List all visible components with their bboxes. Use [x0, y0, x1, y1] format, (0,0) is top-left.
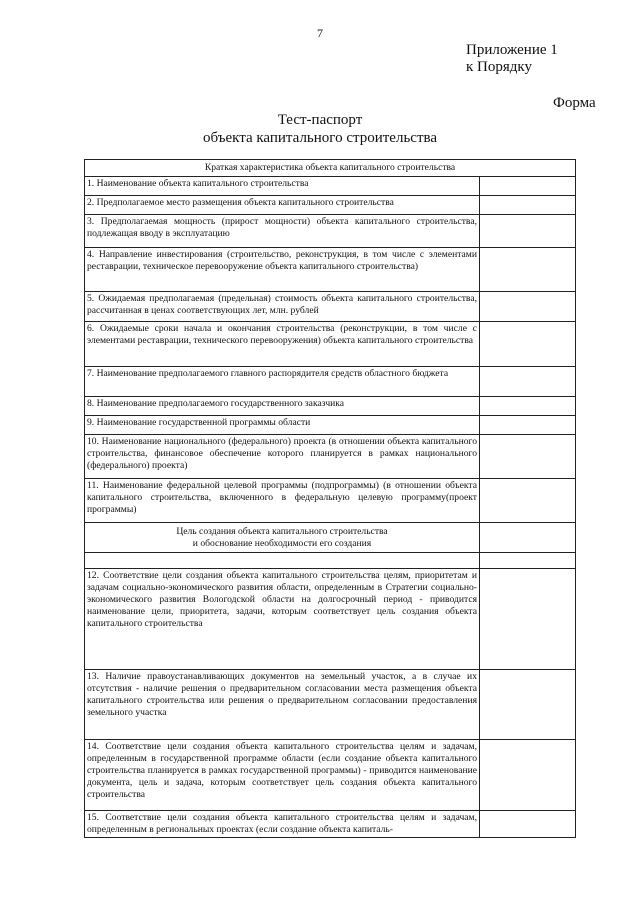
page-number: 7: [317, 26, 323, 40]
row-11-label: 11. Наименование федеральной целевой программы (подпрограммы) (в отношении объекта капитального строительства, включенного в федеральную целевую программу(проект программы): [85, 479, 480, 523]
appendix-line1: Приложение 1: [466, 42, 558, 58]
section2-header-value: [480, 523, 576, 553]
test-passport-table: [84, 159, 576, 838]
row-5-label: 5. Ожидаемая предполагаемая (предельная) стоимость объекта капитального строительства, рассчитанная в ценах соответствующих лет, млн. рублей: [85, 292, 480, 322]
section1-header: Краткая характеристика объекта капитального строительства: [85, 160, 576, 177]
document-title: [180, 111, 460, 147]
row-5-value[interactable]: [480, 292, 576, 322]
row-2-label: 2. Предполагаемое место размещения объекта капитального строительства: [85, 196, 480, 215]
section2-header-line1: Цель создания объекта капитального строительства: [176, 525, 388, 537]
row-8-value[interactable]: [480, 397, 576, 416]
section2-header-line2: и обоснование необходимости его создания: [192, 537, 372, 549]
row-6-value[interactable]: [480, 322, 576, 367]
section2-spacer-value: [480, 553, 576, 569]
row-14-value[interactable]: [480, 740, 576, 811]
row-1-value[interactable]: [480, 177, 576, 196]
row-13-value[interactable]: [480, 670, 576, 740]
appendix-line2: к Порядку: [466, 59, 532, 75]
row-12-value[interactable]: [480, 569, 576, 670]
row-15-label: 15. Соответствие цели создания объекта капитального строительства целям и задачам, определенным в региональных проектах (если создание объекта капиталь-: [85, 811, 480, 838]
row-7-value[interactable]: [480, 367, 576, 397]
row-10-value[interactable]: [480, 435, 576, 479]
row-1-label: 1. Наименование объекта капитального строительства: [85, 177, 480, 196]
row-9-value[interactable]: [480, 416, 576, 435]
title-line2: объекта капитального строительства: [202, 130, 438, 146]
row-15-value[interactable]: [480, 811, 576, 838]
section2-header: [85, 523, 480, 553]
title-line1: Тест-паспорт: [277, 112, 363, 128]
row-4-value[interactable]: [480, 248, 576, 292]
row-9-label: 9. Наименование государственной программы области: [85, 416, 480, 435]
row-6-label: 6. Ожидаемые сроки начала и окончания строительства (реконструкции, в том числе с элементами реставрации, технического перевооружения) объекта капитального строительства: [85, 322, 480, 367]
row-2-value[interactable]: [480, 196, 576, 215]
row-12-label: 12. Соответствие цели создания объекта капитального строительства целям, приоритетам и задачам социально-экономического развития области, определенным в Стратегии социально-экономического развития Вологодской области на долгосрочный период - приводится наименование цели, приоритета, задачи, которым соответствует цель создания объекта капитального строительства: [85, 569, 480, 670]
row-3-label: 3. Предполагаемая мощность (прирост мощности) объекта капитального строительства, подлежащая вводу в эксплуатацию: [85, 215, 480, 248]
form-label: Форма: [553, 95, 596, 111]
row-14-label: 14. Соответствие цели создания объекта капитального строительства целям и задачам, определенным в государственной программе области (если создание объекта капитального строительства планируется в рамках государственной программы) - приводится наименование документа, цель и задача, которым соответствует цель создания объекта капитального строительства: [85, 740, 480, 811]
appendix-label: [466, 42, 558, 76]
row-8-label: 8. Наименование предполагаемого государственного заказчика: [85, 397, 480, 416]
row-11-value[interactable]: [480, 479, 576, 523]
row-7-label: 7. Наименование предполагаемого главного распорядителя средств областного бюджета: [85, 367, 480, 397]
row-3-value[interactable]: [480, 215, 576, 248]
section2-spacer: [85, 553, 480, 569]
row-10-label: 10. Наименование национального (федерального) проекта (в отношении объекта капитального строительства, финансовое обеспечение которого планируется в рамках национального (федерального) проекта): [85, 435, 480, 479]
row-13-label: 13. Наличие правоустанавливающих документов на земельный участок, а в случае их отсутствия - наличие решения о предварительном согласовании места размещения объекта капитального строительства или решения о предварительном согласовании предоставления земельного участка: [85, 670, 480, 740]
row-4-label: 4. Направление инвестирования (строительство, реконструкция, в том числе с элементами реставрации, техническое перевооружение объекта капитального строительства): [85, 248, 480, 292]
